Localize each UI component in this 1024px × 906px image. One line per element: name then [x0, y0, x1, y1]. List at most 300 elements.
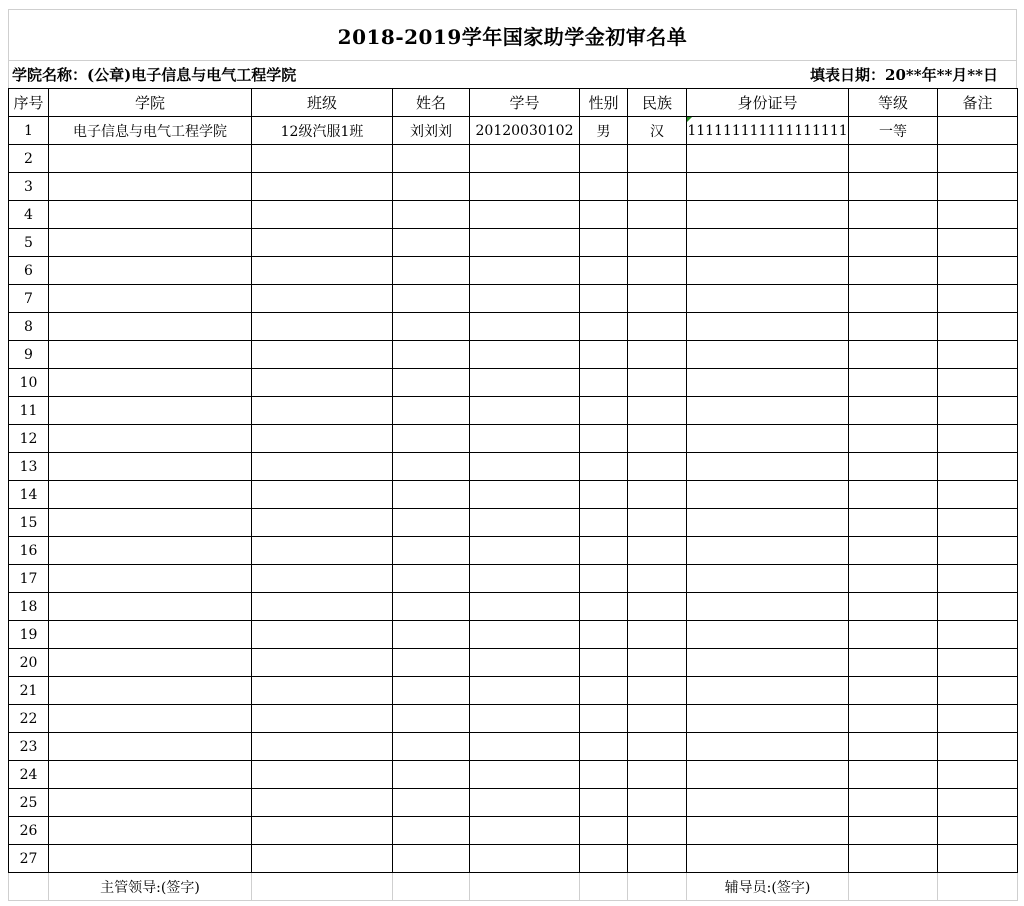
cell-class[interactable]: [252, 789, 393, 817]
cell-class[interactable]: [252, 817, 393, 845]
cell-gender[interactable]: [580, 817, 628, 845]
cell-no[interactable]: 26: [9, 817, 49, 845]
cell-name[interactable]: [393, 201, 470, 229]
cell-ethnicity[interactable]: [628, 509, 687, 537]
cell-ethnicity[interactable]: [628, 201, 687, 229]
cell-ethnicity[interactable]: [628, 593, 687, 621]
cell-level[interactable]: [849, 677, 938, 705]
cell-class[interactable]: [252, 677, 393, 705]
cell-id-number[interactable]: [687, 649, 849, 677]
cell-college[interactable]: [49, 173, 252, 201]
cell-name[interactable]: [393, 257, 470, 285]
cell-college[interactable]: 电子信息与电气工程学院: [49, 117, 252, 145]
header-no[interactable]: 序号: [9, 89, 49, 117]
cell-ethnicity[interactable]: 汉: [628, 117, 687, 145]
cell-level[interactable]: [849, 397, 938, 425]
cell-student-id[interactable]: [470, 397, 580, 425]
cell-level[interactable]: [849, 341, 938, 369]
header-college[interactable]: 学院: [49, 89, 252, 117]
cell-student-id[interactable]: [470, 677, 580, 705]
cell-no[interactable]: 4: [9, 201, 49, 229]
cell-ethnicity[interactable]: [628, 677, 687, 705]
cell-class[interactable]: [252, 341, 393, 369]
cell-college[interactable]: [49, 341, 252, 369]
table-row: [9, 117, 1018, 145]
cell-remark[interactable]: [938, 369, 1018, 397]
cell-class[interactable]: [252, 481, 393, 509]
cell-remark[interactable]: [938, 425, 1018, 453]
cell-name[interactable]: [393, 677, 470, 705]
cell-name[interactable]: [393, 817, 470, 845]
cell-level[interactable]: 一等: [849, 117, 938, 145]
cell-name[interactable]: [393, 341, 470, 369]
cell-level[interactable]: [849, 537, 938, 565]
cell-name[interactable]: [393, 761, 470, 789]
cell-no[interactable]: 27: [9, 845, 49, 873]
cell-class[interactable]: [252, 593, 393, 621]
cell-remark[interactable]: [938, 341, 1018, 369]
header-student-id[interactable]: 学号: [470, 89, 580, 117]
cell-id-number[interactable]: [687, 481, 849, 509]
cell-level[interactable]: [849, 817, 938, 845]
cell-comment-marker: [687, 117, 692, 122]
cell-id-number[interactable]: [687, 425, 849, 453]
cell-ethnicity[interactable]: [628, 313, 687, 341]
cell-name[interactable]: [393, 565, 470, 593]
cell-college[interactable]: [49, 397, 252, 425]
cell-id-number[interactable]: [687, 677, 849, 705]
cell-gender[interactable]: [580, 229, 628, 257]
cell-student-id[interactable]: [470, 425, 580, 453]
cell-class[interactable]: [252, 761, 393, 789]
cell-college[interactable]: [49, 313, 252, 341]
cell-name[interactable]: [393, 285, 470, 313]
cell-class[interactable]: [252, 453, 393, 481]
cell-gender[interactable]: [580, 761, 628, 789]
cell-college[interactable]: [49, 453, 252, 481]
cell-no[interactable]: 2: [9, 145, 49, 173]
cell-name[interactable]: [393, 425, 470, 453]
cell-college[interactable]: [49, 201, 252, 229]
cell-level[interactable]: [849, 229, 938, 257]
cell-remark[interactable]: [938, 313, 1018, 341]
cell-remark[interactable]: [938, 117, 1018, 145]
cell-gender[interactable]: [580, 313, 628, 341]
cell-class[interactable]: [252, 201, 393, 229]
cell-gender[interactable]: [580, 733, 628, 761]
cell-ethnicity[interactable]: [628, 733, 687, 761]
cell-gender[interactable]: [580, 845, 628, 873]
cell-level[interactable]: [849, 313, 938, 341]
cell-gender[interactable]: [580, 677, 628, 705]
cell-college[interactable]: [49, 733, 252, 761]
header-remark[interactable]: 备注: [938, 89, 1018, 117]
header-class[interactable]: 班级: [252, 89, 393, 117]
cell-id-number[interactable]: [687, 117, 849, 145]
cell-ethnicity[interactable]: [628, 845, 687, 873]
cell-college[interactable]: [49, 565, 252, 593]
cell-id-number[interactable]: [687, 705, 849, 733]
cell-no[interactable]: 9: [9, 341, 49, 369]
cell-gender[interactable]: [580, 593, 628, 621]
cell-college[interactable]: [49, 285, 252, 313]
cell-ethnicity[interactable]: [628, 425, 687, 453]
footer-cell[interactable]: [580, 873, 628, 901]
cell-no[interactable]: 11: [9, 397, 49, 425]
cell-id-number[interactable]: [687, 201, 849, 229]
cell-no[interactable]: 12: [9, 425, 49, 453]
cell-no[interactable]: 10: [9, 369, 49, 397]
cell-class[interactable]: [252, 705, 393, 733]
header-id-number[interactable]: 身份证号: [687, 89, 849, 117]
cell-no[interactable]: 7: [9, 285, 49, 313]
cell-no[interactable]: 24: [9, 761, 49, 789]
cell-gender[interactable]: [580, 481, 628, 509]
cell-name[interactable]: [393, 593, 470, 621]
cell-gender[interactable]: [580, 705, 628, 733]
cell-id-number[interactable]: [687, 509, 849, 537]
cell-gender[interactable]: [580, 285, 628, 313]
cell-level[interactable]: [849, 369, 938, 397]
cell-ethnicity[interactable]: [628, 173, 687, 201]
cell-ethnicity[interactable]: [628, 285, 687, 313]
cell-college[interactable]: [49, 425, 252, 453]
cell-no[interactable]: 21: [9, 677, 49, 705]
cell-gender[interactable]: [580, 649, 628, 677]
cell-student-id[interactable]: [470, 509, 580, 537]
cell-student-id[interactable]: [470, 481, 580, 509]
cell-student-id[interactable]: [470, 341, 580, 369]
cell-remark[interactable]: [938, 845, 1018, 873]
cell-level[interactable]: [849, 509, 938, 537]
cell-college[interactable]: [49, 845, 252, 873]
cell-college[interactable]: [49, 621, 252, 649]
cell-id-number[interactable]: [687, 397, 849, 425]
header-ethnicity[interactable]: 民族: [628, 89, 687, 117]
cell-id-number[interactable]: [687, 621, 849, 649]
cell-student-id[interactable]: [470, 229, 580, 257]
cell-gender[interactable]: [580, 341, 628, 369]
cell-id-number[interactable]: [687, 285, 849, 313]
cell-level[interactable]: [849, 733, 938, 761]
cell-student-id[interactable]: [470, 173, 580, 201]
cell-no[interactable]: 23: [9, 733, 49, 761]
cell-ethnicity[interactable]: [628, 229, 687, 257]
cell-level[interactable]: [849, 285, 938, 313]
cell-name[interactable]: [393, 481, 470, 509]
cell-level[interactable]: [849, 565, 938, 593]
footer-cell[interactable]: [9, 873, 49, 901]
cell-id-number[interactable]: [687, 733, 849, 761]
cell-id-number[interactable]: [687, 593, 849, 621]
cell-no[interactable]: 25: [9, 789, 49, 817]
cell-college[interactable]: [49, 677, 252, 705]
cell-class[interactable]: [252, 229, 393, 257]
cell-class[interactable]: [252, 313, 393, 341]
cell-name[interactable]: [393, 733, 470, 761]
cell-gender[interactable]: [580, 789, 628, 817]
cell-college[interactable]: [49, 537, 252, 565]
cell-no[interactable]: 5: [9, 229, 49, 257]
cell-remark[interactable]: [938, 285, 1018, 313]
cell-level[interactable]: [849, 453, 938, 481]
cell-id-number[interactable]: [687, 145, 849, 173]
cell-student-id[interactable]: [470, 649, 580, 677]
header-level[interactable]: 等级: [849, 89, 938, 117]
cell-remark[interactable]: [938, 565, 1018, 593]
cell-ethnicity[interactable]: [628, 621, 687, 649]
cell-name[interactable]: [393, 369, 470, 397]
cell-ethnicity[interactable]: [628, 789, 687, 817]
cell-student-id[interactable]: [470, 201, 580, 229]
cell-level[interactable]: [849, 145, 938, 173]
cell-student-id[interactable]: [470, 369, 580, 397]
cell-name[interactable]: [393, 621, 470, 649]
cell-class[interactable]: [252, 397, 393, 425]
cell-student-id[interactable]: [470, 705, 580, 733]
cell-student-id[interactable]: [470, 145, 580, 173]
cell-no[interactable]: 13: [9, 453, 49, 481]
cell-no[interactable]: 22: [9, 705, 49, 733]
cell-gender[interactable]: [580, 397, 628, 425]
cell-remark[interactable]: [938, 397, 1018, 425]
cell-no[interactable]: 15: [9, 509, 49, 537]
counselor-sign-label[interactable]: 辅导员:(签字): [687, 873, 849, 901]
cell-class[interactable]: [252, 537, 393, 565]
table-row: [9, 145, 1018, 173]
cell-no[interactable]: 6: [9, 257, 49, 285]
table-row: [9, 397, 1018, 425]
cell-name[interactable]: [393, 649, 470, 677]
cell-ethnicity[interactable]: [628, 257, 687, 285]
cell-ethnicity[interactable]: [628, 565, 687, 593]
footer-cell[interactable]: [393, 873, 470, 901]
footer-cell[interactable]: [470, 873, 580, 901]
header-gender[interactable]: 性别: [580, 89, 628, 117]
cell-student-id[interactable]: [470, 761, 580, 789]
cell-name[interactable]: [393, 313, 470, 341]
cell-level[interactable]: [849, 481, 938, 509]
cell-ethnicity[interactable]: [628, 145, 687, 173]
cell-class[interactable]: [252, 145, 393, 173]
cell-gender[interactable]: [580, 425, 628, 453]
meta-row: [8, 60, 1017, 88]
cell-gender[interactable]: [580, 621, 628, 649]
cell-ethnicity[interactable]: [628, 453, 687, 481]
cell-class[interactable]: [252, 257, 393, 285]
cell-remark[interactable]: [938, 621, 1018, 649]
cell-class[interactable]: [252, 565, 393, 593]
cell-remark[interactable]: [938, 593, 1018, 621]
cell-college[interactable]: [49, 817, 252, 845]
cell-gender[interactable]: 男: [580, 117, 628, 145]
cell-name[interactable]: [393, 229, 470, 257]
cell-no[interactable]: 20: [9, 649, 49, 677]
cell-class[interactable]: [252, 369, 393, 397]
cell-level[interactable]: [849, 593, 938, 621]
cell-student-id[interactable]: [470, 621, 580, 649]
cell-remark[interactable]: [938, 229, 1018, 257]
cell-class[interactable]: [252, 509, 393, 537]
cell-remark[interactable]: [938, 509, 1018, 537]
table-row: [9, 845, 1018, 873]
cell-name[interactable]: [393, 145, 470, 173]
cell-remark[interactable]: [938, 677, 1018, 705]
cell-id-number[interactable]: [687, 453, 849, 481]
cell-class[interactable]: [252, 649, 393, 677]
cell-no[interactable]: 8: [9, 313, 49, 341]
cell-college[interactable]: [49, 145, 252, 173]
cell-id-number[interactable]: [687, 313, 849, 341]
cell-id-number[interactable]: [687, 229, 849, 257]
cell-level[interactable]: [849, 649, 938, 677]
cell-student-id[interactable]: 20120030102: [470, 117, 580, 145]
cell-id-number[interactable]: [687, 537, 849, 565]
cell-student-id[interactable]: [470, 537, 580, 565]
cell-student-id[interactable]: [470, 313, 580, 341]
footer-cell[interactable]: [252, 873, 393, 901]
cell-college[interactable]: [49, 649, 252, 677]
table-row: [9, 257, 1018, 285]
cell-ethnicity[interactable]: [628, 397, 687, 425]
cell-gender[interactable]: [580, 257, 628, 285]
cell-gender[interactable]: [580, 453, 628, 481]
cell-id-number[interactable]: [687, 761, 849, 789]
cell-ethnicity[interactable]: [628, 341, 687, 369]
cell-no[interactable]: 16: [9, 537, 49, 565]
cell-name[interactable]: [393, 789, 470, 817]
cell-level[interactable]: [849, 789, 938, 817]
cell-id-number[interactable]: [687, 369, 849, 397]
cell-ethnicity[interactable]: [628, 537, 687, 565]
cell-college[interactable]: [49, 229, 252, 257]
cell-college[interactable]: [49, 761, 252, 789]
cell-class[interactable]: [252, 733, 393, 761]
cell-college[interactable]: [49, 257, 252, 285]
cell-id-number[interactable]: [687, 257, 849, 285]
cell-no[interactable]: 17: [9, 565, 49, 593]
cell-remark[interactable]: [938, 649, 1018, 677]
cell-no[interactable]: 1: [9, 117, 49, 145]
cell-level[interactable]: [849, 845, 938, 873]
cell-id-number[interactable]: [687, 341, 849, 369]
cell-remark[interactable]: [938, 257, 1018, 285]
cell-ethnicity[interactable]: [628, 817, 687, 845]
cell-name[interactable]: [393, 845, 470, 873]
header-name[interactable]: 姓名: [393, 89, 470, 117]
cell-class[interactable]: 12级汽服1班: [252, 117, 393, 145]
cell-remark[interactable]: [938, 705, 1018, 733]
cell-student-id[interactable]: [470, 817, 580, 845]
cell-remark[interactable]: [938, 789, 1018, 817]
cell-student-id[interactable]: [470, 593, 580, 621]
table-row: [9, 341, 1018, 369]
cell-id-number[interactable]: [687, 173, 849, 201]
cell-class[interactable]: [252, 173, 393, 201]
cell-remark[interactable]: [938, 173, 1018, 201]
cell-student-id[interactable]: [470, 845, 580, 873]
cell-remark[interactable]: [938, 145, 1018, 173]
cell-ethnicity[interactable]: [628, 481, 687, 509]
cell-gender[interactable]: [580, 145, 628, 173]
cell-student-id[interactable]: [470, 733, 580, 761]
cell-id-number[interactable]: [687, 565, 849, 593]
cell-level[interactable]: [849, 173, 938, 201]
cell-remark[interactable]: [938, 733, 1018, 761]
footer-cell[interactable]: [628, 873, 687, 901]
cell-id-number[interactable]: [687, 789, 849, 817]
cell-name[interactable]: [393, 509, 470, 537]
cell-college[interactable]: [49, 705, 252, 733]
cell-name[interactable]: [393, 453, 470, 481]
cell-name[interactable]: [393, 173, 470, 201]
cell-id-number[interactable]: [687, 845, 849, 873]
cell-gender[interactable]: [580, 201, 628, 229]
cell-ethnicity[interactable]: [628, 761, 687, 789]
table-row: [9, 649, 1018, 677]
cell-level[interactable]: [849, 621, 938, 649]
cell-student-id[interactable]: [470, 453, 580, 481]
cell-gender[interactable]: [580, 509, 628, 537]
cell-gender[interactable]: [580, 537, 628, 565]
cell-name[interactable]: [393, 705, 470, 733]
cell-college[interactable]: [49, 369, 252, 397]
cell-gender[interactable]: [580, 565, 628, 593]
footer-cell[interactable]: [849, 873, 938, 901]
cell-remark[interactable]: [938, 481, 1018, 509]
cell-remark[interactable]: [938, 453, 1018, 481]
cell-class[interactable]: [252, 425, 393, 453]
cell-ethnicity[interactable]: [628, 369, 687, 397]
cell-student-id[interactable]: [470, 789, 580, 817]
cell-gender[interactable]: [580, 173, 628, 201]
cell-no[interactable]: 19: [9, 621, 49, 649]
cell-college[interactable]: [49, 789, 252, 817]
cell-level[interactable]: [849, 425, 938, 453]
cell-student-id[interactable]: [470, 285, 580, 313]
cell-student-id[interactable]: [470, 257, 580, 285]
cell-no[interactable]: 14: [9, 481, 49, 509]
cell-remark[interactable]: [938, 201, 1018, 229]
cell-class[interactable]: [252, 845, 393, 873]
cell-level[interactable]: [849, 257, 938, 285]
cell-college[interactable]: [49, 509, 252, 537]
cell-name[interactable]: [393, 537, 470, 565]
cell-level[interactable]: [849, 761, 938, 789]
cell-student-id[interactable]: [470, 565, 580, 593]
footer-cell[interactable]: [938, 873, 1018, 901]
cell-remark[interactable]: [938, 537, 1018, 565]
cell-ethnicity[interactable]: [628, 649, 687, 677]
cell-level[interactable]: [849, 705, 938, 733]
cell-level[interactable]: [849, 201, 938, 229]
table-row: [9, 453, 1018, 481]
cell-ethnicity[interactable]: [628, 705, 687, 733]
cell-class[interactable]: [252, 285, 393, 313]
cell-name[interactable]: [393, 397, 470, 425]
cell-remark[interactable]: [938, 761, 1018, 789]
cell-class[interactable]: [252, 621, 393, 649]
cell-id-number[interactable]: [687, 817, 849, 845]
cell-gender[interactable]: [580, 369, 628, 397]
cell-no[interactable]: 3: [9, 173, 49, 201]
cell-college[interactable]: [49, 481, 252, 509]
cell-no[interactable]: 18: [9, 593, 49, 621]
cell-college[interactable]: [49, 593, 252, 621]
cell-name[interactable]: 刘刘刘: [393, 117, 470, 145]
leader-sign-label[interactable]: 主管领导:(签字): [49, 873, 252, 901]
cell-remark[interactable]: [938, 817, 1018, 845]
